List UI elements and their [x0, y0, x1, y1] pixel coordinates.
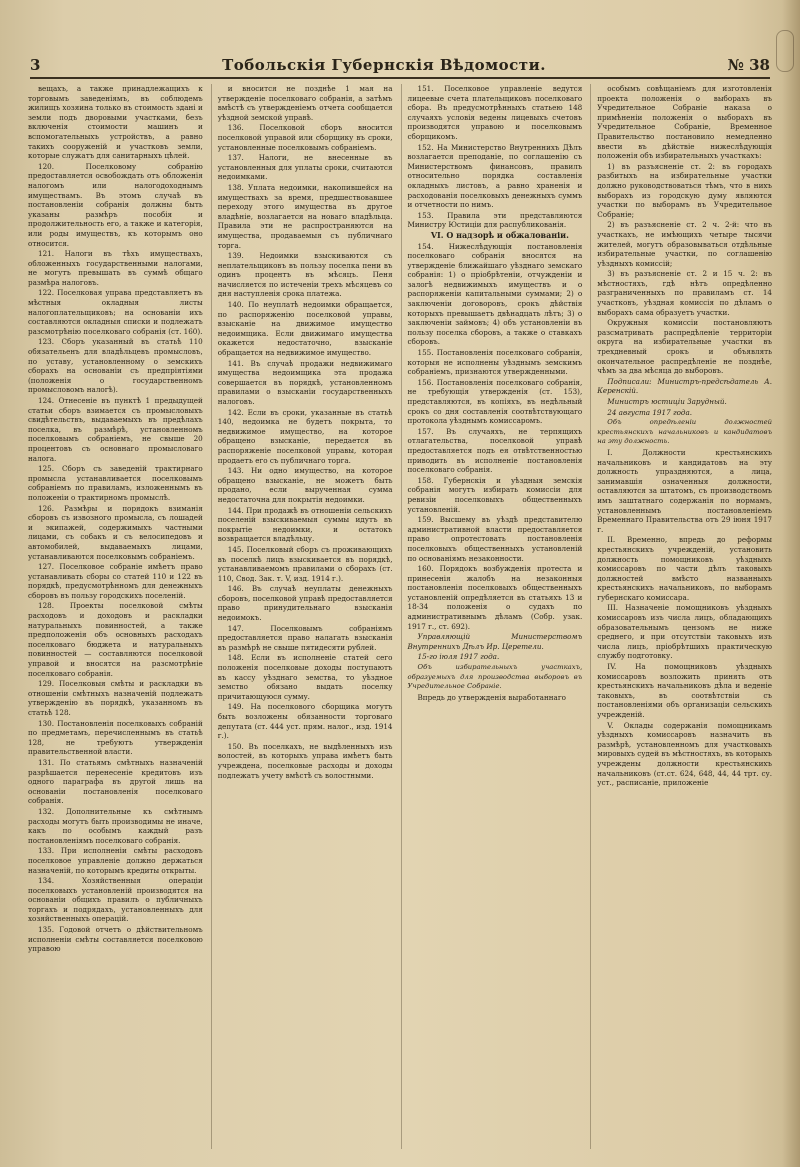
paragraph: 160. Порядокъ возбужденія протеста и принесенія жалобъ на незаконныя постановленія поселковыхъ общественныхъ установленій опредѣляется въ статьяхъ 13 и 18-34 положенія о судахъ по административнымъ дѣламъ (Собр. узак. 1917 г., ст. 692).	[407, 564, 583, 631]
article-title: Объ опредѣленіи должностей крестьянскихъ начальниковъ и кандидатовъ на эту должность.	[597, 418, 772, 446]
paragraph: 150. Въ поселкахъ, не выдѣленныхъ изъ волостей, въ которыхъ управа имѣетъ быть учреждена, поселковые расходы и доходы подлежатъ учету вмѣстѣ съ волостными.	[217, 741, 393, 780]
paragraph: 142. Если въ сроки, указанные въ статьѣ 140, недоимка не будетъ покрыта, то недвижимое имущество, на которое обращено взысканіе, передается въ распоряженіе поселковой управы, которая продаетъ его съ публичнаго торга.	[217, 407, 393, 465]
paragraph: 133. При исполненіи смѣты расходовъ поселковое управленіе должно держаться назначеній, по которымъ кредиты открыты.	[28, 846, 203, 875]
paragraph: особымъ совѣщаніемъ для изготовленія проекта положенія о выборахъ въ Учредительное Собраніе наказа о примѣненіи положенія о выборахъ въ Учредительное Собраніе, Временное Правительство постановило немедленно ввести въ дѣйствіе нижеслѣдующія положенія объ избирательныхъ участкахъ:	[597, 84, 772, 161]
column-2	[211, 84, 393, 1149]
signature-line: Подписали: Министръ-предсѣдатель А. Керенскій.	[597, 376, 772, 396]
paragraph: 123. Сборъ указанный въ статьѣ 110 обязательенъ для владѣльцевъ промысловъ, по уставу, установленному о земскихъ сборахъ на основаніи съ предпріятіями (положенія о государственномъ промысловомъ налогѣ).	[28, 337, 203, 395]
paragraph: 140. По неуплатѣ недоимки обращается, по распоряженію поселковой управы, взысканіе на движимое имущество недоимщика. Если движимаго имущества окажется недостаточно, взысканіе обращается на недвижимое имущество.	[217, 300, 393, 358]
issue-number: № 38	[727, 56, 770, 74]
paragraph: 2) въ разъясненіе ст. 2 ч. 2-й: что въ участкахъ, не имѣющихъ четыре тысячи жителей, могутъ образовываться отдѣльные избирательные участки, по соглашенію уѣздныхъ комиссій;	[597, 220, 772, 268]
paragraph: 159. Высшему въ уѣздѣ представителю административной власти предоставляется право опротестовать постановленія поселковыхъ общественныхъ установленій по основаніямъ незаконности.	[407, 515, 583, 563]
article-title: Объ избирательныхъ участкахъ, образуемыхъ для производства выборовъ въ Учредительное Собраніе.	[407, 663, 583, 691]
signature-line: Управляющій Министерствомъ Внутреннихъ Дѣлъ Ир. Церетели.	[407, 632, 583, 651]
signature-line: 24 августа 1917 года.	[607, 407, 693, 417]
signature-line: Министръ юстиціи Зарудный.	[607, 397, 727, 406]
paragraph: II. Временно, впредь до реформы крестьянскихъ учрежденій, установить должность помощниковъ уѣздныхъ комиссаровъ по части дѣлъ таковыхъ должностей вмѣсто названныхъ крестьянскихъ начальниковъ, по выборамъ губернскаго комиссара.	[597, 535, 772, 602]
signature-line: 15-го іюля 1917 года.	[417, 652, 500, 662]
paragraph: 122. Поселковая управа представляетъ въ мѣстныя окладныя листы налогоплательщиковъ; на основаніи ихъ составляются окладныя списки и подлежатъ разсмотрѣнію поселковаго собранія (ст. 160).	[28, 288, 203, 336]
margin-mark	[776, 30, 794, 72]
paragraph: 125. Сборъ съ заведеній трактирнаго промысла устанавливается поселковымъ собраніемъ по правиламъ, изложеннымъ въ положеніи о трактирномъ промыслѣ.	[28, 464, 203, 502]
page-edge-shadow	[782, 0, 800, 1167]
paragraph: IV. На помощниковъ уѣздныхъ комиссаровъ возложить принять отъ крестьянскихъ начальниковъ дѣла и веденіе таковыхъ, въ соотвѣтствіи съ постановленіями объ организаціи сельскихъ учрежденій.	[597, 662, 772, 719]
paragraph: 146. Въ случаѣ неуплаты денежныхъ сборовъ, поселковой управѣ предоставляется право принудительнаго взысканія недоимокъ.	[217, 584, 393, 623]
paragraph: 3) въ разъясненіе ст. 2 и 15 ч. 2: въ мѣстностяхъ, гдѣ нѣтъ опредѣленно разграниченныхъ по правиламъ ст. 14 участковъ, уѣздная комиссія по дѣламъ о выборахъ сама образуетъ участки.	[597, 269, 772, 317]
text-columns	[28, 84, 772, 1149]
paragraph: 138. Уплата недоимки, накопившейся на имуществахъ за время, предшествовавшее переходу этого имущества въ другое владѣніе, возлагается на новаго владѣльца. Правила эти не распространяются на имущества, продаваемыя съ публичнаго торга.	[217, 182, 393, 250]
paragraph: 127. Поселковое собраніе имѣетъ право устанавливать сборы со статей 110 и 122 въ порядкѣ, предусмотрѣнномъ для денежныхъ сборовъ въ пользу городскихъ поселеній.	[28, 562, 203, 600]
paragraph: 143. Ни одно имущество, на которое обращено взысканіе, не можетъ быть продано, если вырученная сумма недостаточна для покрытія недоимки.	[217, 466, 393, 504]
paragraph: 132. Дополнительные къ смѣтнымъ расходы могутъ быть производимы не иначе, какъ по особымъ каждый разъ постановленіямъ поселковаго собранія.	[28, 806, 203, 845]
paragraph: I. Должности крестьянскихъ начальниковъ и кандидатовъ на эту должность упраздняются, а лица, занимавшія означенныя должности, оставляются за штатомъ, съ производствомъ имъ заштатнаго содержанія по нормамъ, установленнымъ постановленіемъ Временнаго Правительства отъ 29 іюня 1917 г.	[597, 447, 772, 534]
paragraph: 141. Въ случаѣ продажи недвижимаго имущества недоимщика эта продажа совершается въ порядкѣ, установленномъ правилами о взысканіи государственныхъ налоговъ.	[217, 358, 393, 406]
paragraph: 136. Поселковой сборъ вносится поселковой управой или сборщику въ сроки, установленные поселковымъ собраніемъ.	[217, 123, 393, 152]
paragraph: 134. Хозяйственныя операціи поселковыхъ установленій производятся на основаніи общихъ правилъ о публичныхъ торгахъ и подрядахъ, установленныхъ для хозяйственныхъ операцій.	[28, 876, 203, 924]
paragraph: 158. Губернскія и уѣздныя земскія собранія могутъ избирать комиссіи для ревизіи поселковыхъ общественныхъ установленій.	[407, 475, 583, 514]
page-header	[30, 48, 770, 79]
paragraph: 137. Налоги, не внесенные въ установленныя для уплаты сроки, считаются недоимками.	[217, 153, 393, 182]
paragraph: 145. Поселковый сборъ съ проживающихъ въ поселкѣ лицъ взыскивается въ порядкѣ, устанавливаемомъ правилами о сборахъ (ст. 110, Свод. Зак. т. V, изд. 1914 г.).	[217, 544, 393, 583]
section-heading: VI. О надзорѣ и обжалованіи.	[430, 229, 569, 240]
paragraph: 152. На Министерство Внутреннихъ Дѣлъ возлагается преподаніе, по соглашенію съ Министерствомъ финансовъ, правилъ относительно порядка составленія окладныхъ листовъ, а равно храненія и расходованія поселковыхъ денежныхъ суммъ и отчетности по нимъ.	[407, 142, 583, 210]
paragraph: III. Назначеніе помощниковъ уѣздныхъ комиссаровъ изъ числа лицъ, обладающихъ образовательнымъ цензомъ не ниже среднего, и при отсутствіи таковыхъ изъ числа лицъ, пріобрѣтшихъ практическую службу подготовку.	[597, 603, 772, 661]
paragraph: 156. Постановленія поселковаго собранія, не требующія утвержденія (ст. 153), представляются, въ копіяхъ, въ недѣльный срокъ со дня составленія соотвѣтствующаго протокола уѣзднымъ комиссаромъ.	[407, 377, 583, 426]
paragraph: Впредь до утвержденія выработаннаго	[417, 692, 566, 702]
paragraph: вещахъ, а также принадлежащихъ к торговымъ заведеніямъ, въ соблюдемъ жилищъ хозяина только въ стоимость здані и земли подъ дворовыми участками, безъ включенія стоимости машинъ и вспомогательныхъ устройствъ, а равно такихъ сооруженій и участковъ земли, которые служатъ для санитарныхъ цѣлей.	[28, 84, 203, 161]
paragraph: 120. Поселковому собранію предоставляется освобождать отъ обложенія налогомъ или налогодоходнымъ имуществамъ. Въ этомъ случаѣ въ постановленіи собранія должны быть указаны размѣръ пособія и продолжительность его, а также и категорія, или роды имуществъ, къ которымъ оно относится.	[28, 161, 203, 248]
paragraph: 128. Проекты поселковой смѣты расходовъ и доходовъ и раскладки натуральныхъ повинностей, а также предположенія объ основныхъ расходахъ поселковаго бюджета и натуральныхъ повинностей — составляются поселковой управой и вносятся на разсмотрѣніе поселковаго собранія.	[28, 601, 203, 678]
paragraph: 153. Правила эти представляются Министру Юстиціи для распубликованія.	[407, 210, 583, 230]
paragraph: V. Оклады содержанія помощникамъ уѣздныхъ комиссаровъ назначить въ размѣрѣ, установленномъ для участковыхъ мировыхъ судей въ мѣстностяхъ, въ которыхъ учреждены должности крестьянскихъ начальниковъ (ст.ст. 624, 648, 44, 44 трт. су. уст., расписаніе, приложеніе	[597, 720, 772, 788]
paragraph: и вносится не позднѣе 1 мая на утвержденіе поселковаго собранія, а затѣмъ вмѣстѣ съ утвержденіемъ отчета сообщается уѣздной земской управѣ.	[217, 84, 393, 122]
paragraph: 149. На поселкового сборщика могутъ быть возложены обязанности торговаго депутата (ст. 444 уст. прям. налог., изд. 1914 г.).	[217, 702, 393, 741]
paragraph: 154. Нижеслѣдующія постановленія поселковаго собранія вносятся на утвержденіе ближайшаго уѣзднаго земскаго собранія: 1) о пріобрѣтеніи, отчужденіи и залогѣ недвижимыхъ имуществъ и о распоряженіи капитальными суммами; 2) о заключеніи договоровъ, срокъ дѣйствія которыхъ превышаетъ двѣнадцать лѣтъ; 3) о заключеніи займовъ; 4) объ установленіи въ пользу поселка сборовъ, а также о ставкахъ сборовъ.	[407, 241, 583, 347]
paragraph: 131. По статьямъ смѣтныхъ назначеній разрѣшается перенесеніе кредитовъ изъ одного параграфа въ другой лишь на основаніи постановленія поселковаго собранія.	[28, 757, 203, 806]
paragraph: 144. При продажѣ въ отношеніи сельскихъ поселеній взыскиваемыя суммы идутъ въ покрытіе недоимки, и остатокъ возвращается владѣльцу.	[217, 505, 393, 544]
page-number: 3	[30, 56, 41, 74]
paragraph: 130. Постановленія поселковыхъ собраній по предметамъ, перечисленнымъ въ статьѣ 128, не требуютъ утвержденія правительственной власти.	[28, 718, 203, 757]
column-1	[28, 84, 203, 1149]
paragraph: 129. Поселковыя смѣты и раскладки въ отношеніи смѣтныхъ назначеній подлежатъ утвержденію въ порядкѣ, указанномъ въ статьѣ 128.	[28, 679, 203, 717]
paragraph: 155. Постановленія поселковаго собранія, которыя не исполнены уѣзднымъ земскимъ собраніемъ, признаются утвержденными.	[407, 348, 583, 377]
column-4	[590, 84, 772, 1149]
column-3	[401, 84, 583, 1149]
paragraph: 139. Недоимки взыскиваются съ неплательщиковъ въ пользу поселка пени въ одинъ процентъ въ мѣсяцъ. Пеня начисляется по истеченіи трехъ мѣсяцевъ со дня наступленія срока платежа.	[217, 251, 393, 299]
paragraph: 151. Поселковое управленіе ведутся лицеевые счета плательщиковъ поселковаго сбора. Въ предусмотрѣнныхъ статьею 148 случаяхъ условія ведены лицевыхъ счетовъ производятся управою и поселковымъ сборщикомъ.	[407, 84, 583, 141]
newspaper-title: Тобольскія Губернскія Вѣдомости.	[222, 56, 546, 74]
paragraph: 121. Налоги въ тѣхъ имуществахъ, обложенныхъ государственными налогами, не могутъ превышать въ суммѣ общаго размѣра налоговъ.	[28, 249, 203, 287]
paragraph: 157. Въ случаяхъ, не терпящихъ отлагательства, поселковой управѣ предоставляется подъ ея отвѣтственностью приводить въ исполненіе постановленія поселковаго собранія.	[407, 426, 583, 475]
paragraph: 148. Если въ исполненіе статей сего положенія поселковые доходы поступаютъ въ кассу уѣзднаго земства, то уѣздное земство обязано выдать поселку причитающуюся сумму.	[217, 653, 393, 701]
paragraph: 1) въ разъясненіе ст. 2: въ городахъ разбитыхъ на избирательные участки должно руководствоваться тѣмъ, что в нихъ выборахъ из городскую думу являются участки по выборамъ въ Учредительное Собраніе;	[597, 161, 772, 219]
paragraph: 147. Поселковымъ собраніямъ предоставляется право налагать взысканія въ размѣрѣ не свыше пятидесяти рублей.	[217, 623, 393, 652]
paragraph: 126. Размѣры и порядокъ взиманія сборовъ съ извозного промысла, съ лошадей и экипажей, содержимыхъ частными лицами, съ собакъ и съ велосипедовъ и автомобилей, выдаваемыхъ лицами, устанавливаются поселковымъ собраніемъ.	[28, 503, 203, 561]
paragraph: 135. Годовой отчетъ о дѣйствительномъ исполненіи смѣты составляется поселковою управою	[28, 925, 203, 954]
paragraph: Окружныя комиссіи постановляютъ разсматривать распредѣленіе территоріи округа на избирательные участки въ трехдневный срокъ и объявлять окончательное распредѣленіе не позднѣе, чѣмъ за два мѣсяца до выборовъ.	[597, 318, 772, 376]
paragraph: 124. Отнесеніе въ пунктѣ 1 предыдущей статьи сборъ взимается съ промысловыхъ свидѣтельствъ, выдаваемыхъ въ предѣлахъ поселка, въ размѣрѣ, установленномъ поселковымъ собраніемъ, не свыше 20 процентовъ съ основнаго промысловаго налога.	[28, 396, 203, 463]
